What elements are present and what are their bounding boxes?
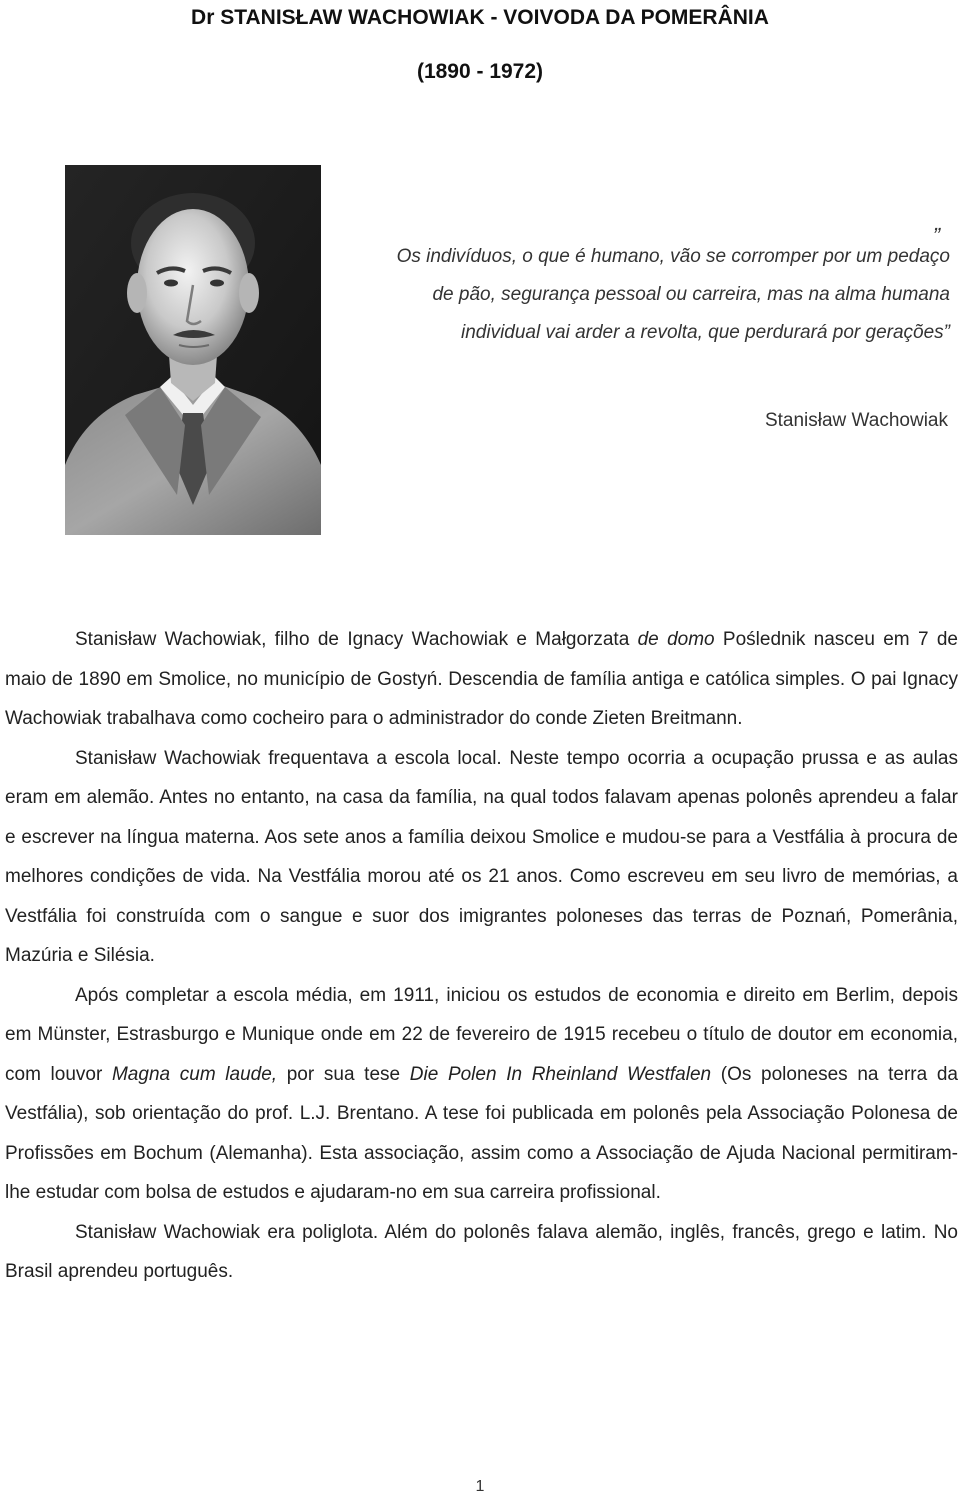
page-number: 1	[475, 1478, 485, 1495]
document-title: Dr STANISŁAW WACHOWIAK - VOIVODA DA POMERÂNIA	[191, 6, 769, 29]
paragraph-3: Após completar a escola média, em 1911, iniciou os estudos de economia e direito em Berlim, depois em Münster, Estrasburgo e Munique onde em 22 de fevereiro de 1915 recebeu o título de doutor em economia, com louvor Magna cum laude, por sua tese Die Polen In Rheinland Westfalen (Os poloneses na terra da Vestfália), sob orientação do prof. L.J. Brentano. A tese foi publicada em polonês pela Associação Polonesa de Profissões em Bochum (Alemanha). Esta associação, assim como a Associação de Ajuda Nacional permitiram-lhe estudar com bolsa de estudos e ajudaram-no em sua carreira profissional.	[5, 984, 958, 1203]
biography-body	[5, 620, 958, 1292]
portrait-photo	[65, 165, 321, 535]
paragraph-4: Stanisław Wachowiak era poliglota. Além do polonês falava alemão, inglês, francês, grego e latim. No Brasil aprendeu português.	[5, 1221, 958, 1282]
quote-opening-mark: „	[935, 210, 943, 235]
quote-author: Stanisław Wachowiak	[764, 410, 948, 431]
paragraph-2: Stanisław Wachowiak frequentava a escola local. Neste tempo ocorria a ocupação prussa e as aulas eram em alemão. Antes no entanto, na casa da família, na qual todos falavam apenas polonês aprendeu a falar e escrever na língua materna. Aos sete anos a família deixou Smolice e mudou-se para a Vestfália à procura de melhores condições de vida. Na Vestfália morou até os 21 anos. Como escreveu em seu livro de memórias, a Vestfália foi construída com o sangue e suor dos imigrantes poloneses das terras de Poznań, Pomerânia, Mazúria e Silésia.	[5, 747, 958, 966]
document-years: (1890 - 1972)	[416, 60, 544, 83]
paragraph-1: Stanisław Wachowiak, filho de Ignacy Wachowiak e Małgorzata de domo Poślednik nasceu em 7 de maio de 1890 em Smolice, no município de Gostyń. Descendia de família antiga e católica simples. O pai Ignacy Wachowiak trabalhava como cocheiro para o administrador do conde Zieten Breitmann.	[5, 629, 958, 729]
epigraph-quote: Os indivíduos, o que é humano, vão se corromper por um pedaço de pão, segurança pessoal ou carreira, mas na alma humana individual vai arder a revolta, que perdurará por gerações”	[396, 246, 950, 343]
